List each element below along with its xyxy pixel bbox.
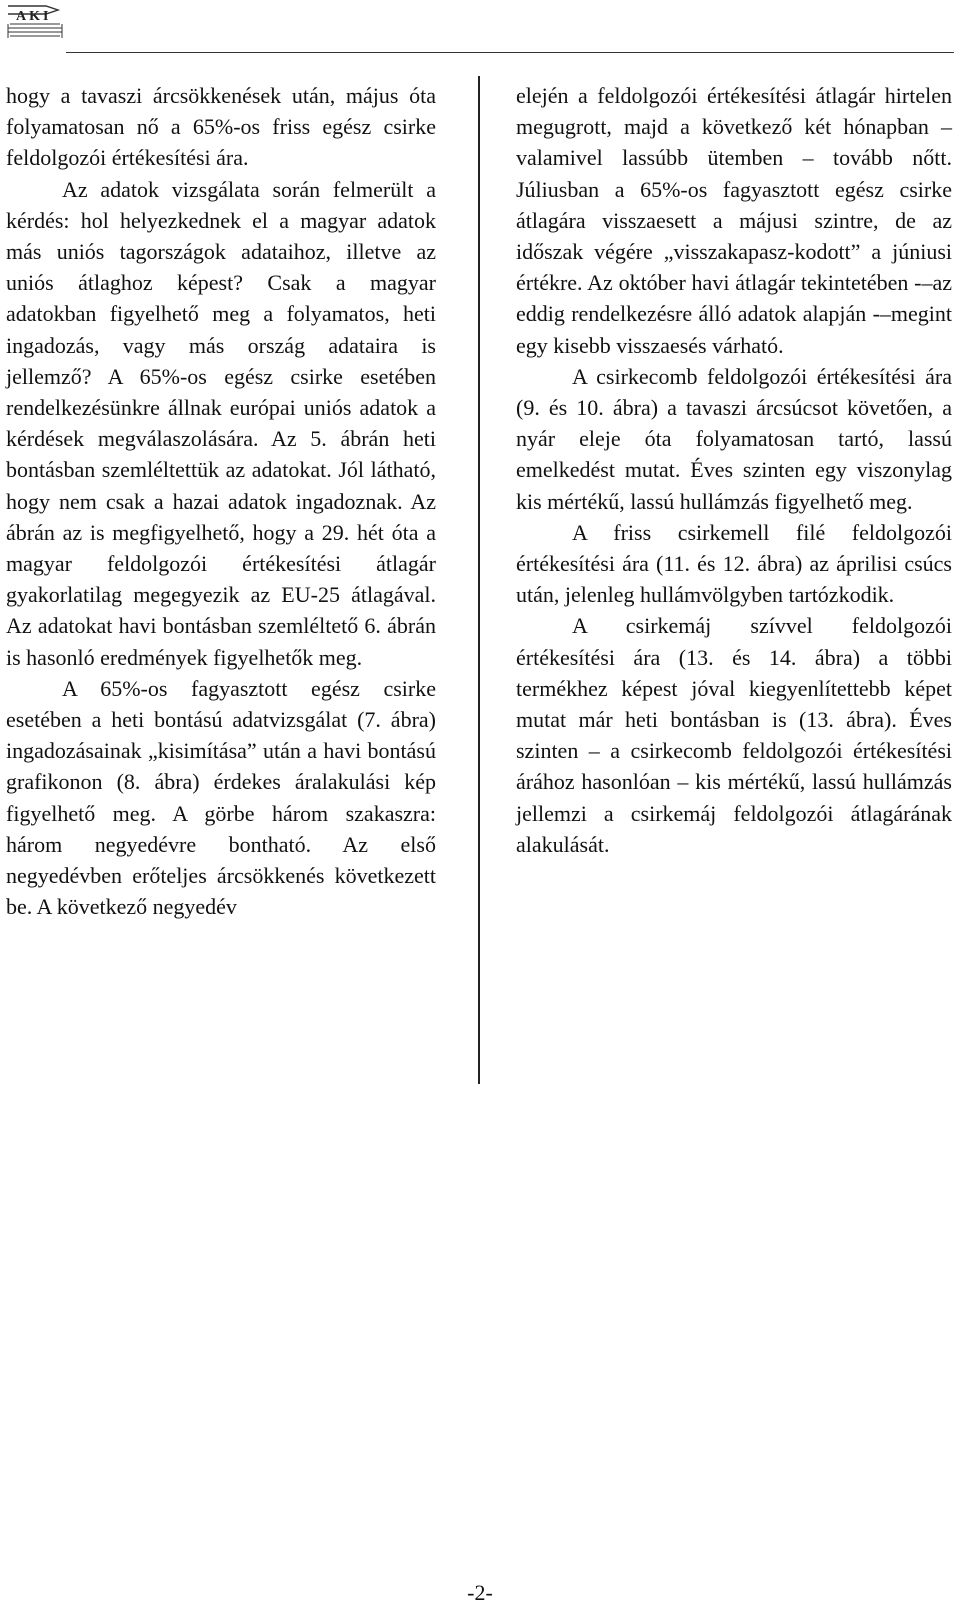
- page-number: -2-: [467, 1580, 493, 1605]
- aki-logo: [6, 2, 64, 42]
- right-column: [516, 80, 952, 860]
- paragraph: A csirkemáj szívvel feldolgozói értékesítési ára (13. és 14. ábra) a többi termékhez képest jóval kiegyenlítettebb képet mutat már heti bontásban is (13. ábra). Éves szinten – a csirkecomb feldolgozói értékesítési árához hasonlóan – kis mértékű, lassú hullámzás jellemzi a csirkemáj feldolgozói átlagárának alakulását.: [516, 613, 952, 857]
- paragraph: A csirkecomb feldolgozói értékesítési ára (9. és 10. ábra) a tavaszi árcsúcsot követően, a nyár eleje óta folyamatosan tartó, lassú emelkedést mutat. Éves szinten egy viszonylag kis mértékű, lassú hullámzás figyelhető meg.: [516, 363, 952, 514]
- column-divider: [478, 76, 480, 1084]
- paragraph: hogy a tavaszi árcsökkenések után, május óta folyamatosan nő a 65%-os friss egész csirke feldolgozói értékesítési ára.: [6, 83, 436, 171]
- paragraph: A friss csirkemell filé feldolgozói értékesítési ára (11. és 12. ábra) az áprilisi csúcs után, jelenleg hullámvölgyben tartózkodik.: [516, 519, 952, 608]
- left-column: [6, 80, 436, 922]
- header-rule: [66, 52, 954, 53]
- paragraph: A 65%-os fagyasztott egész csirke esetében a heti bontású adatvizsgálat (7. ábra) ingadozásainak „kisimítása” után a havi bontású grafikonon (8. ábra) érdekes áralakulási kép figyelhető meg. A görbe három szakaszra: három negyedévre bontható. Az első negyedévben erőteljes árcsökkenés következett be. A következő negyedév: [6, 675, 436, 920]
- paragraph: elején a feldolgozói értékesítési átlagár hirtelen megugrott, majd a következő két hónapban – valamivel lassúbb ütemben – tovább nőtt. Júliusban a 65%-os fagyasztott egész csirke átlagára visszaesett a májusi szintre, de az időszak végére „visszakapasz-kodott” a júniusi értékre. Az október havi átlagár tekintetében -–az eddig rendelkezésre álló adatok alapján -–megint egy kisebb visszaesés várható.: [516, 83, 952, 358]
- paragraph: Az adatok vizsgálata során felmerült a kérdés: hol helyezkednek el a magyar adatok más uniós tagországok adataihoz, illetve az uniós átlaghoz képest? Csak a magyar adatokban figyelhető meg a folyamatos, heti ingadozás, vagy más ország adataira is jellemző? A 65%-os egész csirke esetében rendelkezésünkre állnak európai uniós adatok a kérdések megválaszolására. Az 5. ábrán heti bontásban szemléltettük az adatokat. Jól látható, hogy nem csak a hazai adatok ingadoznak. Az ábrán az is megfigyelhető, hogy a 29. hét óta a magyar feldolgozói értékesítési átlagár gyakorlatilag megegyezik az EU-25 átlagával. Az adatokat havi bontásban szemléltető 6. ábrán is hasonló eredmények figyelhetők meg.: [6, 176, 436, 670]
- logo-text: AKI: [16, 9, 52, 24]
